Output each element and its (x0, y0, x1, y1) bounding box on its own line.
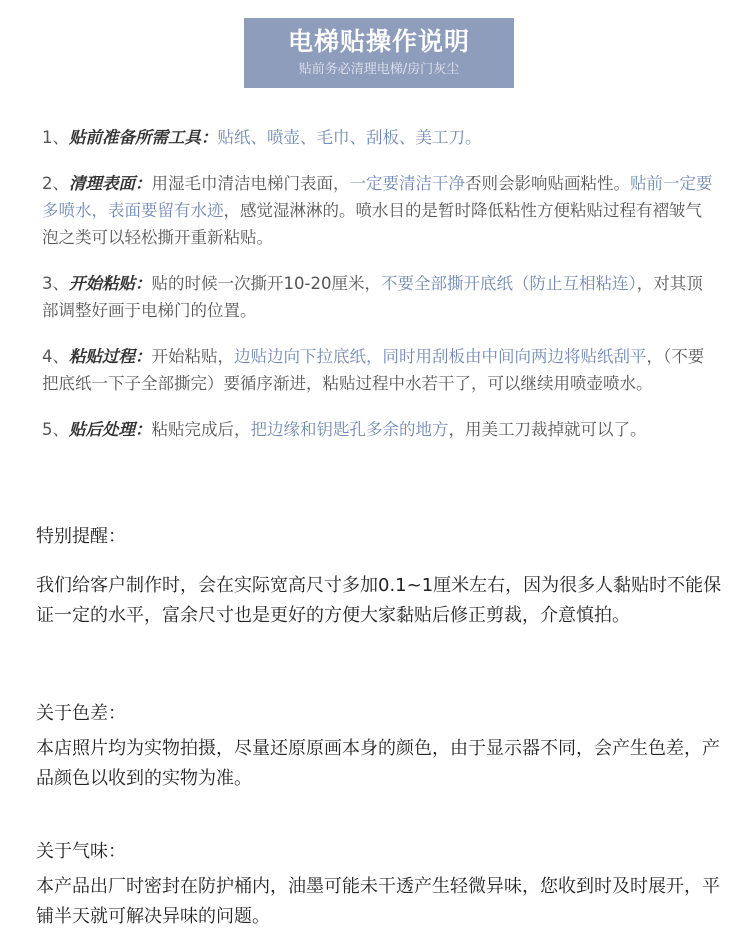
step-text: 贴的时候一次撕开10-20厘米， (151, 274, 381, 293)
step-text: 粘贴完成后， (151, 420, 251, 439)
step-item (42, 343, 718, 397)
steps-list (42, 124, 718, 462)
step-text: 开始粘贴， (151, 347, 234, 366)
step-number: 5、 (42, 420, 69, 439)
note-heading: 特别提醒： (36, 526, 126, 547)
note-odor (36, 838, 726, 932)
step-label: 开始粘贴： (69, 274, 152, 293)
step-text: ，对其顶部调整好画于电梯门的位置。 (42, 274, 703, 320)
step-number: 4、 (42, 347, 69, 366)
step-label: 清理表面： (69, 174, 152, 193)
note-heading: 关于气味： (36, 841, 126, 862)
step-text-highlight: 一定要清洁干净 (349, 174, 465, 193)
step-item (42, 416, 718, 443)
step-text-highlight: 贴前一定要多喷水，表面要留有水迹 (42, 174, 713, 220)
step-text: ，（不要把底纸一下子全部撕完）要循序渐进，粘贴过程中水若干了，可以继续用喷壶喷水。 (42, 347, 705, 393)
step-text-highlight: 贴纸、喷壶、毛巾、刮板、美工刀。 (217, 128, 482, 147)
step-item (42, 124, 718, 151)
note-body: 本产品出厂时密封在防护桶内，油墨可能未干透产生轻微异味，您收到时及时展开，平铺半天就可解决异味的问题。 (36, 876, 720, 927)
step-text-highlight: 不要全部撕开底纸（防止互相粘连） (380, 274, 637, 293)
step-label: 贴前准备所需工具： (69, 128, 218, 147)
step-label: 贴后处理： (69, 420, 152, 439)
step-text: 用湿毛巾清洁电梯门表面， (151, 174, 350, 193)
step-text-highlight: 边贴边向下拉底纸，同时用刮板由中间向两边将贴纸刮平 (234, 347, 647, 366)
step-text: 否则会影响贴画粘性。 (465, 174, 630, 193)
page-subtitle: 贴前务必清理电梯/房门灰尘 (298, 62, 460, 77)
step-label: 粘贴过程： (69, 347, 152, 366)
title-banner (244, 18, 514, 88)
note-body: 本店照片均为实物拍摄，尽量还原原画本身的颜色，由于显示器不同，会产生色差，产品颜色以收到的实物为准。 (36, 738, 720, 789)
step-item (42, 270, 718, 324)
note-color-difference (36, 700, 726, 794)
step-number: 1、 (42, 128, 69, 147)
page-title: 电梯贴操作说明 (287, 27, 470, 56)
step-item (42, 170, 718, 251)
step-text: ，用美工刀裁掉就可以了。 (448, 420, 647, 439)
note-heading: 关于色差： (36, 703, 126, 724)
note-special-reminder (36, 523, 726, 631)
step-text: ，感觉湿淋淋的。喷水目的是暂时降低粘性方便粘贴过程有褶皱气泡之类可以轻松撕开重新粘贴。 (42, 201, 702, 247)
step-text-highlight: 把边缘和钥匙孔多余的地方 (250, 420, 449, 439)
note-body: 我们给客户制作时，会在实际宽高尺寸多加0.1~1厘米左右，因为很多人黏贴时不能保证一定的水平，富余尺寸也是更好的方便大家黏贴后修正剪裁，介意慎拍。 (36, 575, 722, 626)
step-number: 2、 (42, 174, 69, 193)
step-number: 3、 (42, 274, 69, 293)
